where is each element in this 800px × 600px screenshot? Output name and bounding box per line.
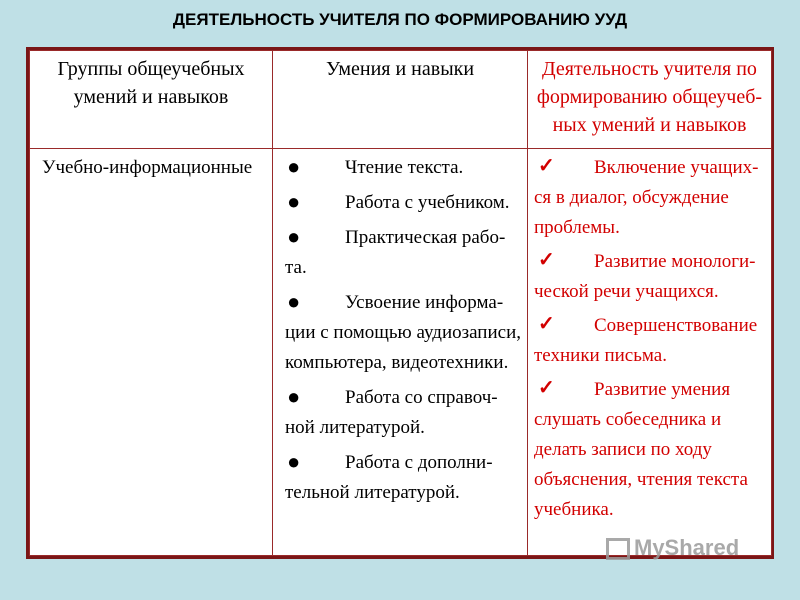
activity-text-continued: слушать собеседника и делать записи по ходу объяснения, чтения текста учебника. <box>534 409 748 520</box>
activity-text: Развитие умения <box>594 379 731 400</box>
list-item <box>534 311 765 371</box>
activities-cell <box>528 149 772 556</box>
bullet-dot-icon: ● <box>287 154 301 179</box>
bullet-dot-icon: ● <box>287 224 301 249</box>
activity-text-continued: ся в диалог, обсуждение проблемы. <box>534 187 729 238</box>
watermark-text: MyShared <box>634 535 740 560</box>
skills-cell <box>273 149 528 556</box>
bullet-dot-icon: ● <box>287 449 301 474</box>
myshared-watermark <box>606 535 739 561</box>
list-item <box>279 288 521 378</box>
skills-table <box>29 50 772 556</box>
activity-text: Включение учащих- <box>594 157 759 178</box>
list-item <box>534 375 765 525</box>
slide-title: ДЕЯТЕЛЬНОСТЬ УЧИТЕЛЯ ПО ФОРМИРОВАНИЮ УУД <box>172 10 628 29</box>
header-teacher-activity: Деятельность учителя по формированию общеучеб-ных умений и навыков <box>528 51 772 149</box>
checkmark-icon: ✓ <box>538 377 555 399</box>
bullet-dot-icon: ● <box>287 289 301 314</box>
skill-text: Работа со справоч- <box>345 387 498 408</box>
list-item <box>279 153 521 183</box>
activity-text: Развитие монологи- <box>594 251 756 272</box>
skill-text-continued: ции с помощью аудиозаписи, компьютера, видеотехники. <box>285 322 521 373</box>
list-item <box>534 153 765 243</box>
skills-table-frame <box>26 47 774 559</box>
activities-list <box>534 153 765 525</box>
bullet-dot-icon: ● <box>287 189 301 214</box>
skill-text: Работа с дополни- <box>345 452 493 473</box>
list-item <box>279 448 521 508</box>
skill-text-continued: ной литературой. <box>285 417 425 438</box>
skills-list <box>279 153 521 508</box>
table-row <box>30 149 772 556</box>
skill-text: Чтение текста. <box>345 157 464 178</box>
bullet-dot-icon: ● <box>287 384 301 409</box>
checkmark-icon: ✓ <box>538 155 555 177</box>
list-item <box>279 383 521 443</box>
activity-text: Совершенствование <box>594 315 758 336</box>
skill-text: Работа с учебником. <box>345 192 510 213</box>
header-skills: Умения и навыки <box>273 51 528 149</box>
header-row <box>30 51 772 149</box>
checkmark-icon: ✓ <box>538 249 555 271</box>
list-item <box>279 188 521 218</box>
skill-text-continued: та. <box>285 257 307 278</box>
list-item <box>279 223 521 283</box>
skill-text: Усвоение информа- <box>345 292 504 313</box>
activity-text-continued: ческой речи учащихся. <box>534 281 719 302</box>
presentation-logo-icon <box>606 538 630 560</box>
checkmark-icon: ✓ <box>538 313 555 335</box>
activity-text-continued: техники письма. <box>534 345 667 366</box>
skill-text: Практическая рабо- <box>345 227 506 248</box>
group-name-cell: Учебно-информационные <box>30 149 273 556</box>
header-groups: Группы общеучебных умений и навыков <box>30 51 273 149</box>
skill-text-continued: тельной литературой. <box>285 482 460 503</box>
list-item <box>534 247 765 307</box>
